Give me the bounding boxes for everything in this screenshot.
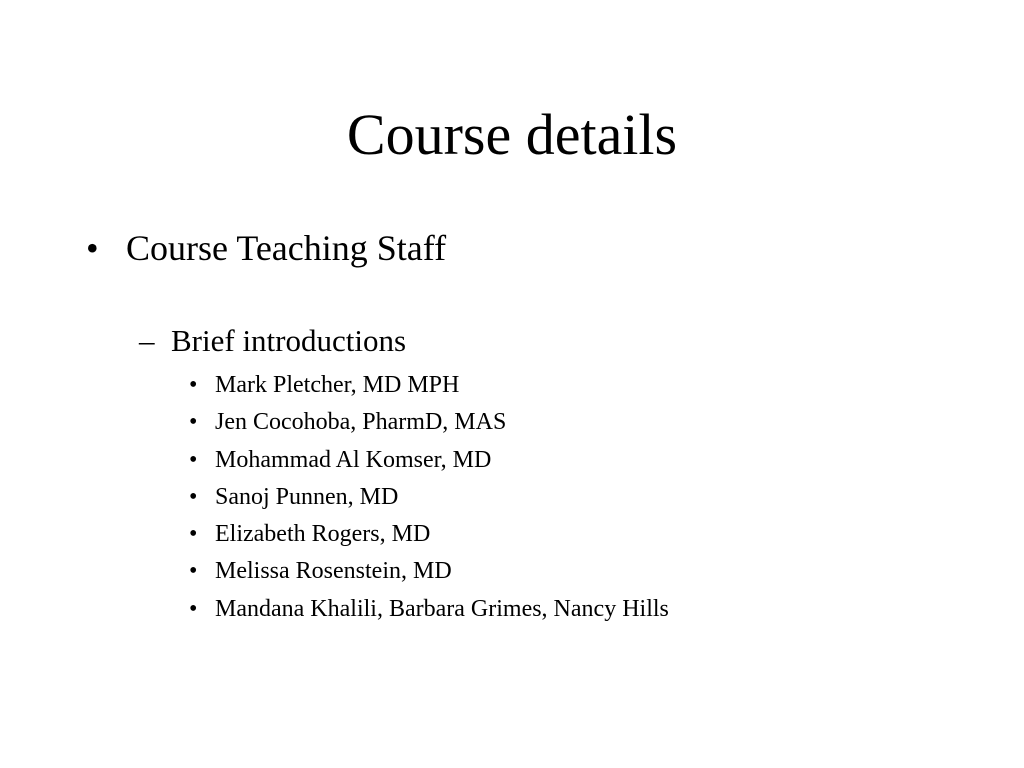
bullet-marker: • xyxy=(86,228,99,268)
staff-name: Elizabeth Rogers, MD xyxy=(215,521,431,548)
staff-name: Sanoj Punnen, MD xyxy=(215,483,399,510)
staff-list-item xyxy=(189,404,669,441)
staff-list-item xyxy=(189,516,669,553)
bullet-marker: • xyxy=(189,595,198,622)
staff-list-item xyxy=(189,442,669,479)
staff-name: Jen Cocohoba, PharmD, MAS xyxy=(215,409,507,436)
bullet-course-teaching-staff xyxy=(86,226,446,270)
bullet-marker: • xyxy=(189,521,198,548)
staff-list-item xyxy=(189,367,669,404)
staff-name: Melissa Rosenstein, MD xyxy=(215,558,452,585)
slide-title: Course details xyxy=(346,102,678,167)
bullet-marker: • xyxy=(189,483,198,510)
bullet-text: Course Teaching Staff xyxy=(126,228,447,268)
staff-name: Mandana Khalili, Barbara Grimes, Nancy Hills xyxy=(215,595,669,622)
staff-list-item xyxy=(189,591,669,628)
dash-marker: – xyxy=(139,323,155,358)
staff-list-item xyxy=(189,553,669,590)
staff-list-item xyxy=(189,479,669,516)
subbullet-brief-introductions xyxy=(139,322,406,360)
staff-name: Mohammad Al Komser, MD xyxy=(215,446,492,473)
staff-name: Mark Pletcher, MD MPH xyxy=(215,372,460,398)
bullet-marker: • xyxy=(189,558,198,585)
bullet-marker: • xyxy=(189,409,198,436)
staff-list xyxy=(189,367,669,628)
subbullet-text: Brief introductions xyxy=(171,323,407,358)
bullet-marker: • xyxy=(189,446,198,473)
bullet-marker: • xyxy=(189,372,198,398)
